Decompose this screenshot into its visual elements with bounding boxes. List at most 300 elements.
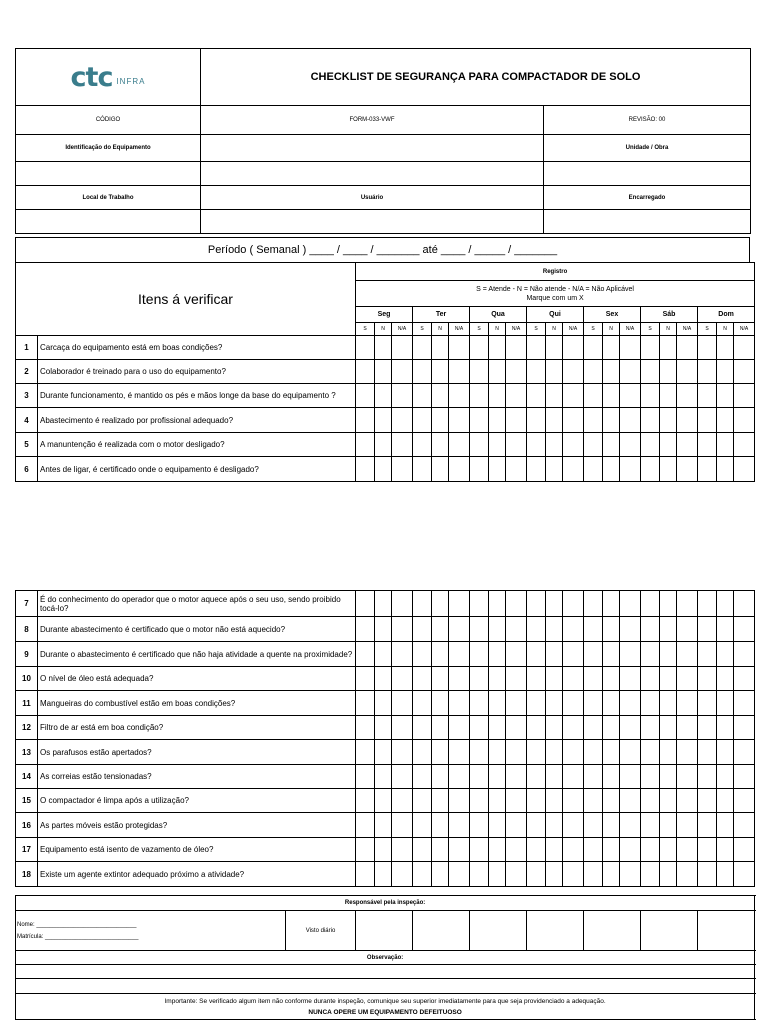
check-cell[interactable] (506, 336, 527, 360)
check-cell[interactable] (506, 691, 527, 716)
check-cell[interactable] (413, 642, 432, 667)
check-cell[interactable] (470, 667, 489, 691)
check-cell[interactable] (470, 740, 489, 765)
check-cell[interactable] (698, 740, 717, 765)
check-cell[interactable] (563, 667, 584, 691)
check-cell[interactable] (432, 862, 449, 887)
check-cell[interactable] (563, 862, 584, 887)
check-cell[interactable] (449, 457, 470, 482)
check-cell[interactable] (734, 642, 755, 667)
check-cell[interactable] (356, 617, 375, 642)
check-cell[interactable] (470, 838, 489, 862)
check-cell[interactable] (413, 336, 432, 360)
check-cell[interactable] (375, 408, 392, 433)
check-cell[interactable] (356, 789, 375, 813)
check-cell[interactable] (677, 667, 698, 691)
check-cell[interactable] (734, 691, 755, 716)
check-cell[interactable] (698, 862, 717, 887)
check-cell[interactable] (470, 642, 489, 667)
check-cell[interactable] (392, 813, 413, 838)
check-cell[interactable] (620, 740, 641, 765)
check-cell[interactable] (546, 667, 563, 691)
check-cell[interactable] (506, 617, 527, 642)
check-cell[interactable] (717, 838, 734, 862)
check-cell[interactable] (489, 384, 506, 408)
check-cell[interactable] (660, 813, 677, 838)
check-cell[interactable] (489, 336, 506, 360)
check-cell[interactable] (660, 617, 677, 642)
usuario-field[interactable] (201, 210, 544, 234)
check-cell[interactable] (734, 667, 755, 691)
check-cell[interactable] (413, 716, 432, 740)
check-cell[interactable] (489, 716, 506, 740)
check-cell[interactable] (489, 667, 506, 691)
check-cell[interactable] (620, 765, 641, 789)
check-cell[interactable] (734, 408, 755, 433)
check-cell[interactable] (392, 408, 413, 433)
check-cell[interactable] (489, 813, 506, 838)
check-cell[interactable] (449, 408, 470, 433)
check-cell[interactable] (506, 813, 527, 838)
check-cell[interactable] (489, 617, 506, 642)
check-cell[interactable] (449, 813, 470, 838)
check-cell[interactable] (717, 384, 734, 408)
check-cell[interactable] (527, 642, 546, 667)
check-cell[interactable] (546, 642, 563, 667)
check-cell[interactable] (506, 765, 527, 789)
check-cell[interactable] (489, 408, 506, 433)
check-cell[interactable] (392, 765, 413, 789)
check-cell[interactable] (717, 716, 734, 740)
check-cell[interactable] (677, 691, 698, 716)
check-cell[interactable] (470, 813, 489, 838)
check-cell[interactable] (660, 384, 677, 408)
check-cell[interactable] (563, 691, 584, 716)
check-cell[interactable] (717, 862, 734, 887)
check-cell[interactable] (375, 617, 392, 642)
check-cell[interactable] (734, 740, 755, 765)
check-cell[interactable] (413, 360, 432, 384)
check-cell[interactable] (620, 862, 641, 887)
check-cell[interactable] (356, 862, 375, 887)
check-cell[interactable] (432, 789, 449, 813)
check-cell[interactable] (489, 740, 506, 765)
check-cell[interactable] (620, 457, 641, 482)
check-cell[interactable] (717, 813, 734, 838)
check-cell[interactable] (546, 862, 563, 887)
check-cell[interactable] (527, 408, 546, 433)
periodo-field[interactable]: Período ( Semanal ) ____ / ____ / _______ até ____ / _____ / _______ (16, 238, 750, 263)
check-cell[interactable] (677, 617, 698, 642)
check-cell[interactable] (546, 813, 563, 838)
check-cell[interactable] (677, 433, 698, 457)
check-cell[interactable] (698, 716, 717, 740)
check-cell[interactable] (717, 433, 734, 457)
check-cell[interactable] (584, 433, 603, 457)
check-cell[interactable] (677, 716, 698, 740)
check-cell[interactable] (489, 591, 506, 617)
check-cell[interactable] (698, 384, 717, 408)
check-cell[interactable] (546, 336, 563, 360)
check-cell[interactable] (677, 384, 698, 408)
check-cell[interactable] (717, 667, 734, 691)
check-cell[interactable] (470, 591, 489, 617)
check-cell[interactable] (375, 336, 392, 360)
check-cell[interactable] (489, 691, 506, 716)
check-cell[interactable] (603, 360, 620, 384)
check-cell[interactable] (734, 360, 755, 384)
check-cell[interactable] (506, 716, 527, 740)
check-cell[interactable] (620, 838, 641, 862)
check-cell[interactable] (470, 408, 489, 433)
check-cell[interactable] (470, 457, 489, 482)
check-cell[interactable] (489, 862, 506, 887)
check-cell[interactable] (677, 336, 698, 360)
check-cell[interactable] (356, 642, 375, 667)
check-cell[interactable] (603, 667, 620, 691)
check-cell[interactable] (677, 408, 698, 433)
check-cell[interactable] (470, 433, 489, 457)
check-cell[interactable] (620, 642, 641, 667)
check-cell[interactable] (620, 813, 641, 838)
check-cell[interactable] (527, 360, 546, 384)
check-cell[interactable] (584, 862, 603, 887)
check-cell[interactable] (432, 617, 449, 642)
check-cell[interactable] (449, 360, 470, 384)
check-cell[interactable] (506, 667, 527, 691)
check-cell[interactable] (734, 789, 755, 813)
check-cell[interactable] (660, 789, 677, 813)
check-cell[interactable] (603, 691, 620, 716)
check-cell[interactable] (432, 691, 449, 716)
check-cell[interactable] (717, 642, 734, 667)
check-cell[interactable] (641, 691, 660, 716)
check-cell[interactable] (563, 384, 584, 408)
check-cell[interactable] (506, 408, 527, 433)
check-cell[interactable] (603, 336, 620, 360)
check-cell[interactable] (413, 813, 432, 838)
check-cell[interactable] (489, 457, 506, 482)
check-cell[interactable] (603, 617, 620, 642)
check-cell[interactable] (432, 716, 449, 740)
check-cell[interactable] (527, 691, 546, 716)
check-cell[interactable] (506, 642, 527, 667)
check-cell[interactable] (677, 360, 698, 384)
check-cell[interactable] (734, 336, 755, 360)
check-cell[interactable] (698, 813, 717, 838)
check-cell[interactable] (698, 765, 717, 789)
check-cell[interactable] (527, 838, 546, 862)
check-cell[interactable] (356, 691, 375, 716)
check-cell[interactable] (660, 642, 677, 667)
check-cell[interactable] (660, 360, 677, 384)
check-cell[interactable] (470, 360, 489, 384)
check-cell[interactable] (375, 642, 392, 667)
check-cell[interactable] (641, 408, 660, 433)
check-cell[interactable] (432, 408, 449, 433)
check-cell[interactable] (375, 384, 392, 408)
check-cell[interactable] (356, 408, 375, 433)
check-cell[interactable] (392, 457, 413, 482)
check-cell[interactable] (432, 838, 449, 862)
check-cell[interactable] (660, 740, 677, 765)
check-cell[interactable] (620, 360, 641, 384)
check-cell[interactable] (734, 838, 755, 862)
check-cell[interactable] (584, 360, 603, 384)
check-cell[interactable] (620, 691, 641, 716)
check-cell[interactable] (432, 667, 449, 691)
check-cell[interactable] (375, 716, 392, 740)
check-cell[interactable] (527, 336, 546, 360)
check-cell[interactable] (449, 838, 470, 862)
check-cell[interactable] (413, 617, 432, 642)
check-cell[interactable] (375, 862, 392, 887)
check-cell[interactable] (698, 642, 717, 667)
check-cell[interactable] (660, 408, 677, 433)
check-cell[interactable] (584, 384, 603, 408)
check-cell[interactable] (413, 433, 432, 457)
encarregado-field[interactable] (544, 210, 751, 234)
check-cell[interactable] (603, 457, 620, 482)
check-cell[interactable] (432, 336, 449, 360)
check-cell[interactable] (734, 813, 755, 838)
check-cell[interactable] (563, 433, 584, 457)
check-cell[interactable] (603, 813, 620, 838)
check-cell[interactable] (717, 789, 734, 813)
check-cell[interactable] (375, 360, 392, 384)
check-cell[interactable] (677, 862, 698, 887)
check-cell[interactable] (506, 740, 527, 765)
check-cell[interactable] (584, 642, 603, 667)
check-cell[interactable] (603, 740, 620, 765)
check-cell[interactable] (584, 591, 603, 617)
check-cell[interactable] (603, 384, 620, 408)
check-cell[interactable] (677, 740, 698, 765)
check-cell[interactable] (603, 716, 620, 740)
check-cell[interactable] (392, 667, 413, 691)
check-cell[interactable] (413, 457, 432, 482)
visto-day-box[interactable] (641, 911, 698, 951)
check-cell[interactable] (449, 716, 470, 740)
check-cell[interactable] (546, 691, 563, 716)
check-cell[interactable] (641, 789, 660, 813)
check-cell[interactable] (546, 433, 563, 457)
check-cell[interactable] (546, 384, 563, 408)
check-cell[interactable] (449, 667, 470, 691)
check-cell[interactable] (660, 716, 677, 740)
check-cell[interactable] (449, 433, 470, 457)
check-cell[interactable] (432, 765, 449, 789)
check-cell[interactable] (660, 691, 677, 716)
check-cell[interactable] (375, 433, 392, 457)
check-cell[interactable] (413, 408, 432, 433)
check-cell[interactable] (356, 740, 375, 765)
check-cell[interactable] (432, 642, 449, 667)
check-cell[interactable] (392, 862, 413, 887)
check-cell[interactable] (584, 789, 603, 813)
check-cell[interactable] (584, 691, 603, 716)
check-cell[interactable] (432, 740, 449, 765)
check-cell[interactable] (584, 740, 603, 765)
check-cell[interactable] (660, 838, 677, 862)
check-cell[interactable] (563, 617, 584, 642)
check-cell[interactable] (677, 813, 698, 838)
check-cell[interactable] (470, 617, 489, 642)
check-cell[interactable] (432, 813, 449, 838)
check-cell[interactable] (677, 591, 698, 617)
check-cell[interactable] (620, 716, 641, 740)
check-cell[interactable] (470, 862, 489, 887)
check-cell[interactable] (432, 591, 449, 617)
observacao-line[interactable] (16, 965, 755, 979)
check-cell[interactable] (698, 617, 717, 642)
check-cell[interactable] (698, 838, 717, 862)
check-cell[interactable] (356, 813, 375, 838)
identificacao-value-field[interactable] (16, 162, 201, 186)
check-cell[interactable] (413, 838, 432, 862)
check-cell[interactable] (677, 789, 698, 813)
check-cell[interactable] (546, 716, 563, 740)
check-cell[interactable] (660, 765, 677, 789)
check-cell[interactable] (563, 408, 584, 433)
check-cell[interactable] (506, 789, 527, 813)
check-cell[interactable] (660, 591, 677, 617)
check-cell[interactable] (584, 408, 603, 433)
check-cell[interactable] (734, 617, 755, 642)
check-cell[interactable] (527, 591, 546, 617)
check-cell[interactable] (375, 667, 392, 691)
check-cell[interactable] (356, 838, 375, 862)
check-cell[interactable] (698, 591, 717, 617)
check-cell[interactable] (641, 862, 660, 887)
check-cell[interactable] (734, 433, 755, 457)
check-cell[interactable] (717, 617, 734, 642)
check-cell[interactable] (413, 862, 432, 887)
check-cell[interactable] (449, 765, 470, 789)
check-cell[interactable] (449, 862, 470, 887)
check-cell[interactable] (603, 765, 620, 789)
check-cell[interactable] (506, 360, 527, 384)
check-cell[interactable] (584, 838, 603, 862)
check-cell[interactable] (717, 691, 734, 716)
check-cell[interactable] (660, 667, 677, 691)
check-cell[interactable] (603, 408, 620, 433)
check-cell[interactable] (527, 813, 546, 838)
check-cell[interactable] (660, 433, 677, 457)
check-cell[interactable] (392, 716, 413, 740)
check-cell[interactable] (356, 457, 375, 482)
check-cell[interactable] (470, 691, 489, 716)
observacao-line[interactable] (16, 979, 755, 994)
check-cell[interactable] (375, 838, 392, 862)
check-cell[interactable] (698, 433, 717, 457)
check-cell[interactable] (603, 591, 620, 617)
check-cell[interactable] (641, 667, 660, 691)
check-cell[interactable] (698, 667, 717, 691)
check-cell[interactable] (432, 384, 449, 408)
check-cell[interactable] (470, 336, 489, 360)
check-cell[interactable] (698, 691, 717, 716)
check-cell[interactable] (356, 765, 375, 789)
check-cell[interactable] (717, 360, 734, 384)
check-cell[interactable] (563, 716, 584, 740)
check-cell[interactable] (641, 591, 660, 617)
check-cell[interactable] (584, 667, 603, 691)
check-cell[interactable] (563, 336, 584, 360)
check-cell[interactable] (620, 336, 641, 360)
check-cell[interactable] (413, 691, 432, 716)
check-cell[interactable] (432, 360, 449, 384)
check-cell[interactable] (641, 642, 660, 667)
check-cell[interactable] (603, 838, 620, 862)
check-cell[interactable] (489, 765, 506, 789)
check-cell[interactable] (489, 433, 506, 457)
check-cell[interactable] (506, 457, 527, 482)
check-cell[interactable] (449, 789, 470, 813)
check-cell[interactable] (449, 591, 470, 617)
check-cell[interactable] (375, 765, 392, 789)
check-cell[interactable] (563, 591, 584, 617)
check-cell[interactable] (734, 384, 755, 408)
check-cell[interactable] (620, 789, 641, 813)
check-cell[interactable] (449, 384, 470, 408)
visto-day-box[interactable] (698, 911, 755, 951)
check-cell[interactable] (641, 617, 660, 642)
check-cell[interactable] (584, 765, 603, 789)
check-cell[interactable] (641, 838, 660, 862)
check-cell[interactable] (546, 765, 563, 789)
check-cell[interactable] (356, 336, 375, 360)
local-field[interactable] (16, 210, 201, 234)
check-cell[interactable] (641, 765, 660, 789)
check-cell[interactable] (584, 617, 603, 642)
check-cell[interactable] (470, 789, 489, 813)
check-cell[interactable] (489, 360, 506, 384)
check-cell[interactable] (584, 716, 603, 740)
visto-day-box[interactable] (470, 911, 527, 951)
check-cell[interactable] (506, 838, 527, 862)
check-cell[interactable] (641, 336, 660, 360)
check-cell[interactable] (717, 457, 734, 482)
check-cell[interactable] (527, 667, 546, 691)
check-cell[interactable] (698, 336, 717, 360)
check-cell[interactable] (356, 591, 375, 617)
check-cell[interactable] (603, 642, 620, 667)
check-cell[interactable] (620, 408, 641, 433)
check-cell[interactable] (734, 591, 755, 617)
check-cell[interactable] (375, 740, 392, 765)
check-cell[interactable] (356, 384, 375, 408)
check-cell[interactable] (660, 457, 677, 482)
check-cell[interactable] (620, 433, 641, 457)
check-cell[interactable] (527, 789, 546, 813)
check-cell[interactable] (641, 740, 660, 765)
check-cell[interactable] (677, 642, 698, 667)
check-cell[interactable] (413, 740, 432, 765)
check-cell[interactable] (546, 740, 563, 765)
check-cell[interactable] (392, 838, 413, 862)
identificacao-field[interactable] (201, 135, 544, 162)
check-cell[interactable] (470, 384, 489, 408)
check-cell[interactable] (449, 642, 470, 667)
check-cell[interactable] (392, 384, 413, 408)
check-cell[interactable] (717, 408, 734, 433)
check-cell[interactable] (734, 457, 755, 482)
check-cell[interactable] (734, 716, 755, 740)
check-cell[interactable] (489, 838, 506, 862)
check-cell[interactable] (449, 617, 470, 642)
visto-day-box[interactable] (527, 911, 584, 951)
